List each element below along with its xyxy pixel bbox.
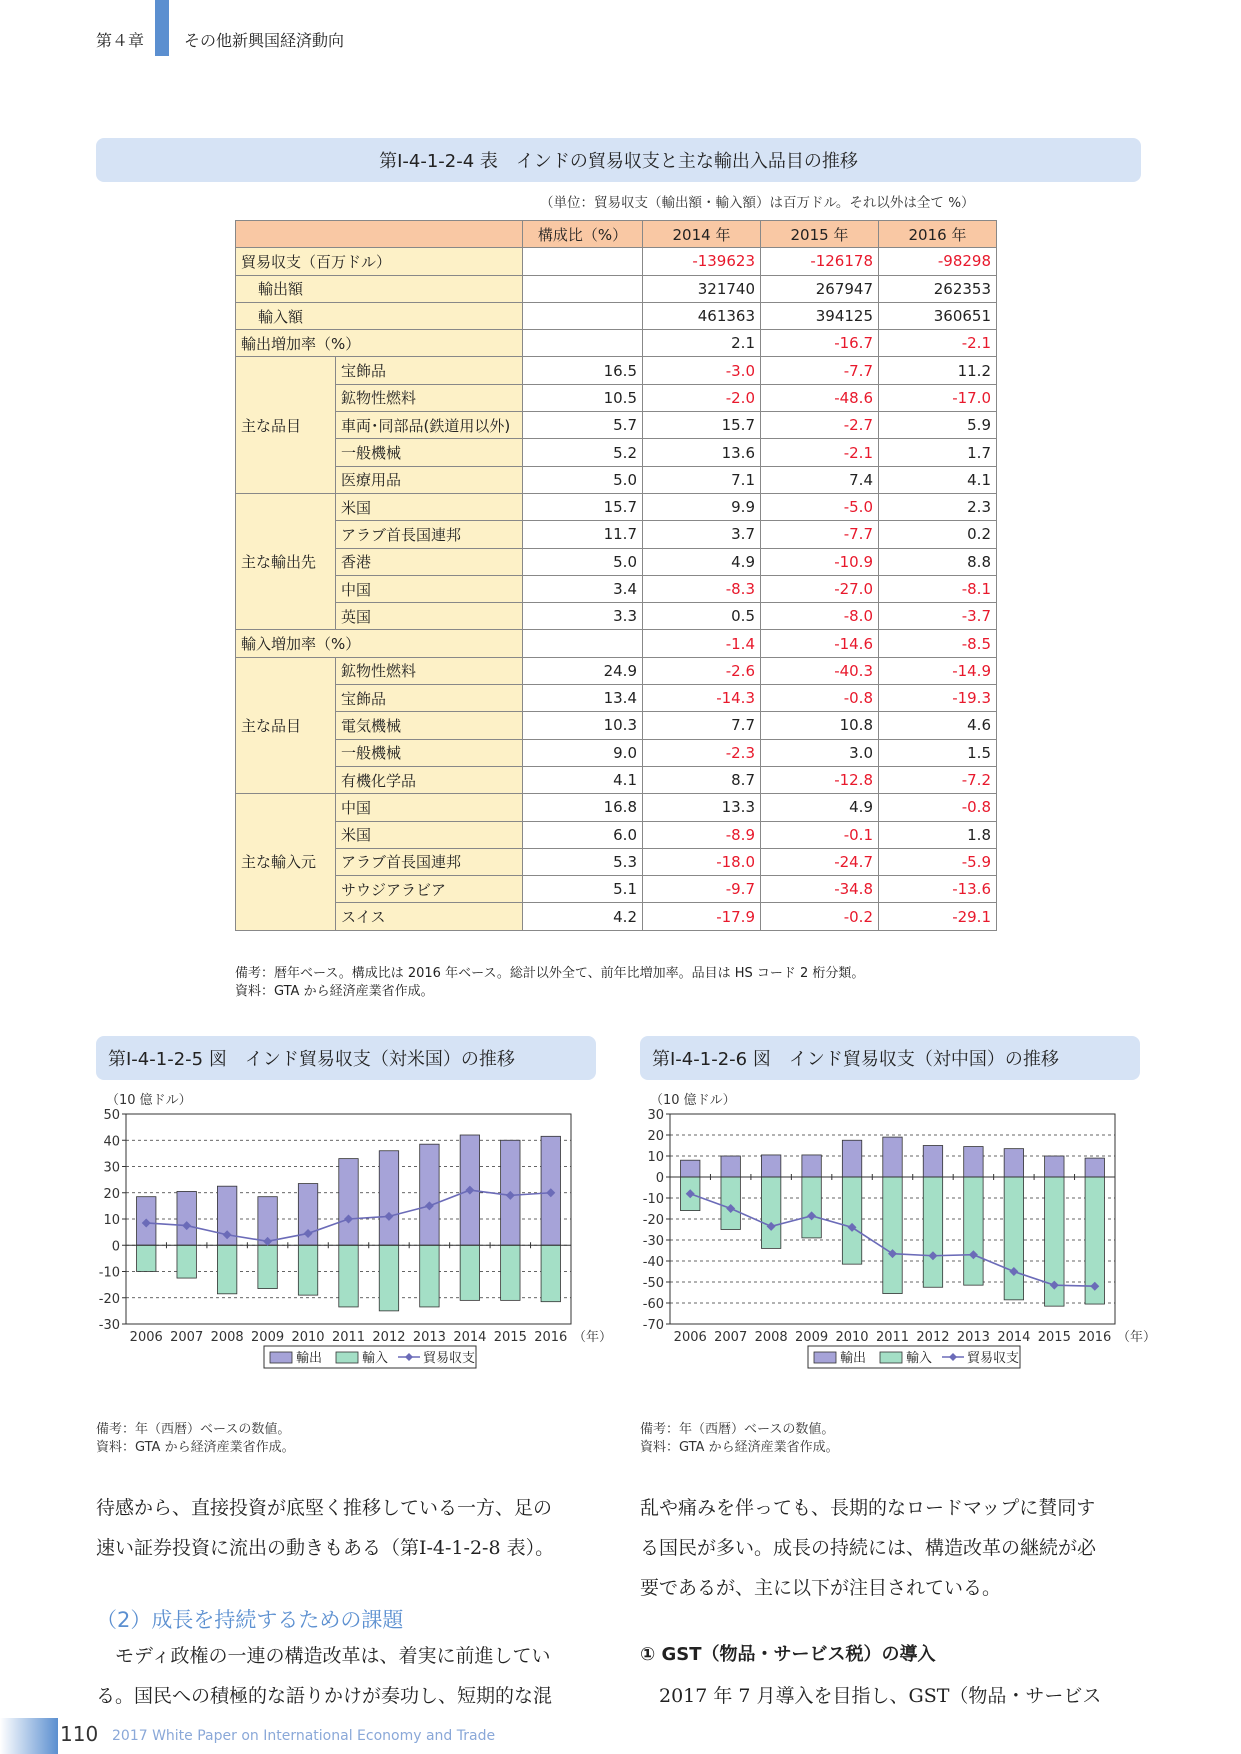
y-tick-label: 20 bbox=[103, 1186, 120, 1202]
value-cell: 10.8 bbox=[761, 712, 879, 739]
value-cell: -2.0 bbox=[643, 384, 761, 411]
export-bar bbox=[964, 1147, 983, 1177]
legend-swatch-imports bbox=[880, 1352, 902, 1363]
value-cell: -2.7 bbox=[761, 412, 879, 439]
x-tick-label: 2014 bbox=[453, 1330, 487, 1345]
x-tick-label: 2012 bbox=[372, 1330, 406, 1345]
row-label-exports: 輸出額 bbox=[236, 275, 523, 302]
value-cell: -34.8 bbox=[761, 876, 879, 903]
value-cell: 7.1 bbox=[643, 466, 761, 493]
value-cell: -8.0 bbox=[761, 603, 879, 630]
sub-heading: ① GST（物品・サービス税）の導入 bbox=[640, 1644, 936, 1665]
value-cell: 7.4 bbox=[761, 466, 879, 493]
value-cell: -16.7 bbox=[761, 330, 879, 357]
chart-china-note: 備考：年（西暦）ベースの数値。 bbox=[640, 1422, 835, 1437]
value-cell: 4.9 bbox=[643, 548, 761, 575]
export-bar bbox=[883, 1137, 902, 1177]
y-tick-label: 30 bbox=[647, 1108, 664, 1123]
body-left-line-4: る。国民への積極的な語りかけが奏功し、短期的な混 bbox=[96, 1685, 553, 1707]
chart-china bbox=[640, 1086, 1157, 1416]
body-left-line-2: 速い証券投資に流出の動きもある（第Ⅰ-4-1-2-8 表）。 bbox=[96, 1537, 555, 1559]
row-label-imports: 輸入額 bbox=[236, 302, 523, 329]
share-cell-empty bbox=[523, 330, 643, 357]
table-row bbox=[236, 521, 997, 548]
item-label: 米国 bbox=[336, 493, 523, 520]
item-label: 一般機械 bbox=[336, 739, 523, 766]
share-cell: 16.5 bbox=[523, 357, 643, 384]
body-left-line-1: 待感から、直接投資が底堅く推移している一方、足の bbox=[96, 1497, 553, 1519]
table-row bbox=[236, 739, 997, 766]
x-tick-label: 2013 bbox=[412, 1330, 446, 1345]
value-cell: -8.3 bbox=[643, 575, 761, 602]
share-cell: 13.4 bbox=[523, 685, 643, 712]
y-tick-label: 0 bbox=[111, 1239, 120, 1255]
chart-us-note: 備考：年（西暦）ベースの数値。 bbox=[96, 1422, 291, 1437]
x-tick-label: 2008 bbox=[754, 1330, 788, 1345]
export-bar bbox=[1045, 1156, 1064, 1177]
row-label-export-growth: 輸出増加率（%） bbox=[236, 330, 523, 357]
value-cell: 461363 bbox=[643, 302, 761, 329]
legend-label-balance: 貿易収支 bbox=[967, 1351, 1020, 1366]
y-tick-label: 20 bbox=[647, 1129, 664, 1144]
value-cell: 1.5 bbox=[879, 739, 997, 766]
trade-table bbox=[235, 220, 997, 931]
item-label: 電気機械 bbox=[336, 712, 523, 739]
table-row bbox=[236, 712, 997, 739]
legend-label-exports: 輸出 bbox=[840, 1351, 867, 1366]
table-row bbox=[236, 302, 997, 329]
import-bar bbox=[137, 1245, 156, 1271]
y-tick-label: -30 bbox=[642, 1234, 664, 1249]
share-cell: 10.3 bbox=[523, 712, 643, 739]
value-cell: -5.0 bbox=[761, 493, 879, 520]
share-cell: 5.0 bbox=[523, 548, 643, 575]
x-tick-label: 2011 bbox=[875, 1330, 910, 1345]
table-row bbox=[236, 493, 997, 520]
value-cell: -139623 bbox=[643, 248, 761, 275]
legend-label-imports: 輸入 bbox=[362, 1351, 389, 1366]
legend-label-imports: 輸入 bbox=[906, 1351, 933, 1366]
x-tick-label: 2007 bbox=[170, 1330, 204, 1345]
value-cell: -8.5 bbox=[879, 630, 997, 657]
y-tick-label: 10 bbox=[103, 1213, 120, 1228]
value-cell: 321740 bbox=[643, 275, 761, 302]
item-label: 香港 bbox=[336, 548, 523, 575]
item-label: 有機化学品 bbox=[336, 766, 523, 793]
x-axis-unit: （年） bbox=[1117, 1330, 1157, 1345]
chart-us bbox=[96, 1086, 613, 1416]
import-bar bbox=[802, 1177, 821, 1238]
y-tick-label: 40 bbox=[103, 1134, 120, 1150]
value-cell: -24.7 bbox=[761, 848, 879, 875]
value-cell: 1.8 bbox=[879, 821, 997, 848]
legend-label-exports: 輸出 bbox=[296, 1351, 323, 1366]
value-cell: -0.8 bbox=[761, 685, 879, 712]
value-cell: -3.7 bbox=[879, 603, 997, 630]
import-bar bbox=[379, 1245, 398, 1311]
value-cell: 2.3 bbox=[879, 493, 997, 520]
share-cell: 15.7 bbox=[523, 493, 643, 520]
table-source: 資料：GTA から経済産業省作成。 bbox=[235, 984, 434, 999]
y-tick-label: -70 bbox=[642, 1318, 664, 1333]
value-cell: 5.9 bbox=[879, 412, 997, 439]
value-cell: 15.7 bbox=[643, 412, 761, 439]
share-cell: 3.3 bbox=[523, 603, 643, 630]
x-tick-label: 2008 bbox=[210, 1330, 244, 1345]
value-cell: -1.4 bbox=[643, 630, 761, 657]
page-number: 110 bbox=[60, 1722, 99, 1746]
chart-china-title: 第Ⅰ-4-1-2-6 図 インド貿易収支（対中国）の推移 bbox=[640, 1036, 1140, 1080]
import-bar bbox=[258, 1245, 277, 1288]
y-tick-label: -20 bbox=[642, 1213, 664, 1228]
export-bar bbox=[379, 1151, 398, 1246]
value-cell: -12.8 bbox=[761, 766, 879, 793]
footer-title: 2017 White Paper on International Economy and Trade bbox=[112, 1728, 496, 1744]
share-cell: 16.8 bbox=[523, 794, 643, 821]
value-cell: 3.0 bbox=[761, 739, 879, 766]
group-label: 主な品目 bbox=[236, 357, 336, 493]
y-tick-label: -20 bbox=[98, 1291, 120, 1307]
value-cell: 13.6 bbox=[643, 439, 761, 466]
item-label: 宝飾品 bbox=[336, 685, 523, 712]
item-label: 一般機械 bbox=[336, 439, 523, 466]
share-cell: 10.5 bbox=[523, 384, 643, 411]
value-cell: -0.1 bbox=[761, 821, 879, 848]
share-cell: 4.1 bbox=[523, 766, 643, 793]
body-left-line-3: モディ政権の一連の構造改革は、着実に前進してい bbox=[96, 1645, 551, 1667]
y-tick-label: -50 bbox=[642, 1276, 664, 1291]
item-label: アラブ首長国連邦 bbox=[336, 521, 523, 548]
y-tick-label: -60 bbox=[642, 1297, 664, 1312]
value-cell: 4.6 bbox=[879, 712, 997, 739]
import-bar bbox=[460, 1245, 479, 1300]
export-bar bbox=[721, 1156, 740, 1177]
table-row bbox=[236, 630, 997, 657]
export-bar bbox=[761, 1155, 780, 1177]
y-tick-label: 30 bbox=[103, 1160, 120, 1176]
import-bar bbox=[298, 1245, 317, 1295]
value-cell: -8.9 bbox=[643, 821, 761, 848]
value-cell: 4.1 bbox=[879, 466, 997, 493]
body-right-line-2: る国民が多い。成長の持続には、構造改革の継続が必 bbox=[640, 1537, 1097, 1559]
share-cell: 5.2 bbox=[523, 439, 643, 466]
value-cell: -7.7 bbox=[761, 521, 879, 548]
value-cell: 262353 bbox=[879, 275, 997, 302]
x-tick-label: 2015 bbox=[1037, 1330, 1071, 1345]
x-tick-label: 2010 bbox=[835, 1330, 869, 1345]
column-header: 2014 年 bbox=[643, 221, 761, 248]
chart-us-title: 第Ⅰ-4-1-2-5 図 インド貿易収支（対米国）の推移 bbox=[96, 1036, 596, 1080]
group-label: 主な輸入元 bbox=[236, 794, 336, 930]
import-bar bbox=[177, 1245, 196, 1278]
import-bar bbox=[339, 1245, 358, 1307]
export-bar bbox=[802, 1155, 821, 1177]
value-cell: -17.9 bbox=[643, 903, 761, 930]
legend-swatch-imports bbox=[336, 1352, 358, 1363]
table-row bbox=[236, 412, 997, 439]
value-cell: -2.1 bbox=[879, 330, 997, 357]
value-cell: -40.3 bbox=[761, 657, 879, 684]
import-bar bbox=[842, 1177, 861, 1264]
y-tick-label: -40 bbox=[642, 1255, 664, 1270]
share-cell: 5.1 bbox=[523, 876, 643, 903]
body-right-line-3: 要であるが、主に以下が注目されている。 bbox=[640, 1577, 1002, 1599]
body-right-line-1: 乱や痛みを伴っても、長期的なロードマップに賛同す bbox=[640, 1497, 1096, 1519]
value-cell: 8.8 bbox=[879, 548, 997, 575]
item-label: 英国 bbox=[336, 603, 523, 630]
value-cell: -0.8 bbox=[879, 794, 997, 821]
value-cell: -0.2 bbox=[761, 903, 879, 930]
y-tick-label: 50 bbox=[103, 1108, 120, 1123]
value-cell: 267947 bbox=[761, 275, 879, 302]
value-cell: 0.5 bbox=[643, 603, 761, 630]
value-cell: 9.9 bbox=[643, 493, 761, 520]
item-label: 医療用品 bbox=[336, 466, 523, 493]
table-row bbox=[236, 766, 997, 793]
table-row bbox=[236, 548, 997, 575]
value-cell: -2.3 bbox=[643, 739, 761, 766]
table-note: 備考：暦年ベース。構成比は 2016 年ベース。総計以外全て、前年比増加率。品目は HS コード 2 桁分類。 bbox=[235, 966, 865, 981]
item-label: 鉱物性燃料 bbox=[336, 384, 523, 411]
x-tick-label: 2012 bbox=[916, 1330, 950, 1345]
item-label: 車両･同部品(鉄道用以外) bbox=[336, 412, 523, 439]
import-bar bbox=[420, 1245, 439, 1307]
value-cell: -126178 bbox=[761, 248, 879, 275]
export-bar bbox=[339, 1159, 358, 1246]
y-tick-label: -30 bbox=[98, 1318, 120, 1333]
x-tick-label: 2015 bbox=[493, 1330, 527, 1345]
item-label: サウジアラビア bbox=[336, 876, 523, 903]
x-tick-label: 2006 bbox=[129, 1330, 163, 1345]
value-cell: -7.7 bbox=[761, 357, 879, 384]
item-label: 中国 bbox=[336, 575, 523, 602]
value-cell: -14.6 bbox=[761, 630, 879, 657]
table-row bbox=[236, 248, 997, 275]
value-cell: -48.6 bbox=[761, 384, 879, 411]
table-row bbox=[236, 330, 997, 357]
value-cell: -2.6 bbox=[643, 657, 761, 684]
value-cell: -2.1 bbox=[761, 439, 879, 466]
chapter-title: その他新興国経済動向 bbox=[184, 31, 345, 50]
value-cell: 4.9 bbox=[761, 794, 879, 821]
import-bar bbox=[1004, 1177, 1023, 1300]
value-cell: 3.7 bbox=[643, 521, 761, 548]
table-unit-note: （単位：貿易収支（輸出額・輸入額）は百万ドル。それ以外は全て %） bbox=[540, 195, 975, 211]
table-title: 第Ⅰ-4-1-2-4 表 インドの貿易収支と主な輸出入品目の推移 bbox=[96, 138, 1141, 182]
share-cell: 24.9 bbox=[523, 657, 643, 684]
value-cell: 1.7 bbox=[879, 439, 997, 466]
table-row bbox=[236, 603, 997, 630]
value-cell: 13.3 bbox=[643, 794, 761, 821]
value-cell: -8.1 bbox=[879, 575, 997, 602]
value-cell: 11.2 bbox=[879, 357, 997, 384]
import-bar bbox=[923, 1177, 942, 1287]
body-right-line-4: 2017 年 7 月導入を目指し、GST（物品・サービス bbox=[640, 1685, 1102, 1707]
table-row bbox=[236, 794, 997, 821]
x-tick-label: 2006 bbox=[673, 1330, 707, 1345]
x-tick-label: 2010 bbox=[291, 1330, 325, 1345]
export-bar bbox=[1085, 1158, 1104, 1177]
column-header: 2016 年 bbox=[879, 221, 997, 248]
y-axis-label: （10 億ドル） bbox=[106, 1093, 192, 1108]
item-label: 鉱物性燃料 bbox=[336, 657, 523, 684]
value-cell: 7.7 bbox=[643, 712, 761, 739]
export-bar bbox=[842, 1140, 861, 1177]
y-tick-label: 10 bbox=[647, 1150, 664, 1165]
group-label: 主な輸出先 bbox=[236, 493, 336, 629]
value-cell: 2.1 bbox=[643, 330, 761, 357]
value-cell: -14.9 bbox=[879, 657, 997, 684]
export-bar bbox=[420, 1144, 439, 1245]
value-cell: -18.0 bbox=[643, 848, 761, 875]
share-cell: 9.0 bbox=[523, 739, 643, 766]
value-cell: -9.7 bbox=[643, 876, 761, 903]
value-cell: -14.3 bbox=[643, 685, 761, 712]
value-cell: 8.7 bbox=[643, 766, 761, 793]
value-cell: -27.0 bbox=[761, 575, 879, 602]
y-tick-label: -10 bbox=[642, 1192, 664, 1207]
share-cell: 5.0 bbox=[523, 466, 643, 493]
share-cell-empty bbox=[523, 248, 643, 275]
share-cell: 6.0 bbox=[523, 821, 643, 848]
x-tick-label: 2016 bbox=[1078, 1330, 1112, 1345]
item-label: アラブ首長国連邦 bbox=[336, 848, 523, 875]
import-bar bbox=[217, 1245, 236, 1294]
row-label-balance: 貿易収支（百万ドル） bbox=[236, 248, 523, 275]
item-label: 中国 bbox=[336, 794, 523, 821]
table-row bbox=[236, 685, 997, 712]
value-cell: -98298 bbox=[879, 248, 997, 275]
import-bar bbox=[501, 1245, 520, 1300]
chart-us-source: 資料：GTA から経済産業省作成。 bbox=[96, 1440, 295, 1455]
value-cell: 360651 bbox=[879, 302, 997, 329]
import-bar bbox=[964, 1177, 983, 1285]
value-cell: -19.3 bbox=[879, 685, 997, 712]
item-label: 米国 bbox=[336, 821, 523, 848]
table-row bbox=[236, 848, 997, 875]
export-bar bbox=[1004, 1149, 1023, 1177]
table-row bbox=[236, 575, 997, 602]
x-tick-label: 2009 bbox=[251, 1330, 285, 1345]
row-label-import-growth: 輸入増加率（%） bbox=[236, 630, 523, 657]
value-cell: -13.6 bbox=[879, 876, 997, 903]
table-row bbox=[236, 466, 997, 493]
x-tick-label: 2016 bbox=[534, 1330, 568, 1345]
column-header: 2015 年 bbox=[761, 221, 879, 248]
table-row bbox=[236, 275, 997, 302]
value-cell: 0.2 bbox=[879, 521, 997, 548]
value-cell: -17.0 bbox=[879, 384, 997, 411]
import-bar bbox=[761, 1177, 780, 1248]
table-row bbox=[236, 357, 997, 384]
column-header: 構成比（%） bbox=[523, 221, 643, 248]
export-bar bbox=[177, 1191, 196, 1245]
table-row bbox=[236, 384, 997, 411]
x-tick-label: 2013 bbox=[956, 1330, 990, 1345]
import-bar bbox=[541, 1245, 560, 1301]
export-bar bbox=[923, 1146, 942, 1178]
header-blank bbox=[236, 221, 523, 248]
y-tick-label: -10 bbox=[98, 1265, 120, 1281]
value-cell: -29.1 bbox=[879, 903, 997, 930]
import-bar bbox=[883, 1177, 902, 1294]
table-row bbox=[236, 439, 997, 466]
table-row bbox=[236, 657, 997, 684]
value-cell: -10.9 bbox=[761, 548, 879, 575]
header-accent-bar bbox=[155, 0, 169, 56]
share-cell: 11.7 bbox=[523, 521, 643, 548]
y-axis-label: （10 億ドル） bbox=[650, 1093, 736, 1108]
x-tick-label: 2011 bbox=[331, 1330, 366, 1345]
value-cell: 394125 bbox=[761, 302, 879, 329]
share-cell: 4.2 bbox=[523, 903, 643, 930]
share-cell: 5.7 bbox=[523, 412, 643, 439]
table-row bbox=[236, 903, 997, 930]
import-bar bbox=[721, 1177, 740, 1230]
legend-swatch-exports bbox=[814, 1352, 836, 1363]
chart-china-source: 資料：GTA から経済産業省作成。 bbox=[640, 1440, 839, 1455]
share-cell: 5.3 bbox=[523, 848, 643, 875]
footer-accent bbox=[0, 1718, 58, 1754]
table-header-row bbox=[236, 221, 997, 248]
group-label: 主な品目 bbox=[236, 657, 336, 793]
share-cell-empty bbox=[523, 302, 643, 329]
x-axis-unit: （年） bbox=[573, 1330, 613, 1345]
item-label: スイス bbox=[336, 903, 523, 930]
legend-swatch-exports bbox=[270, 1352, 292, 1363]
value-cell: -7.2 bbox=[879, 766, 997, 793]
value-cell: -3.0 bbox=[643, 357, 761, 384]
table-row bbox=[236, 876, 997, 903]
export-bar bbox=[681, 1160, 700, 1177]
y-tick-label: 0 bbox=[655, 1171, 664, 1186]
section-heading: （2）成長を持続するための課題 bbox=[96, 1608, 404, 1632]
value-cell: -5.9 bbox=[879, 848, 997, 875]
share-cell-empty bbox=[523, 275, 643, 302]
x-tick-label: 2014 bbox=[997, 1330, 1031, 1345]
item-label: 宝飾品 bbox=[336, 357, 523, 384]
chapter-label: 第４章 bbox=[96, 31, 145, 50]
share-cell: 3.4 bbox=[523, 575, 643, 602]
x-tick-label: 2007 bbox=[714, 1330, 748, 1345]
legend-label-balance: 貿易収支 bbox=[423, 1351, 476, 1366]
table-row bbox=[236, 821, 997, 848]
share-cell-empty bbox=[523, 630, 643, 657]
x-tick-label: 2009 bbox=[795, 1330, 829, 1345]
